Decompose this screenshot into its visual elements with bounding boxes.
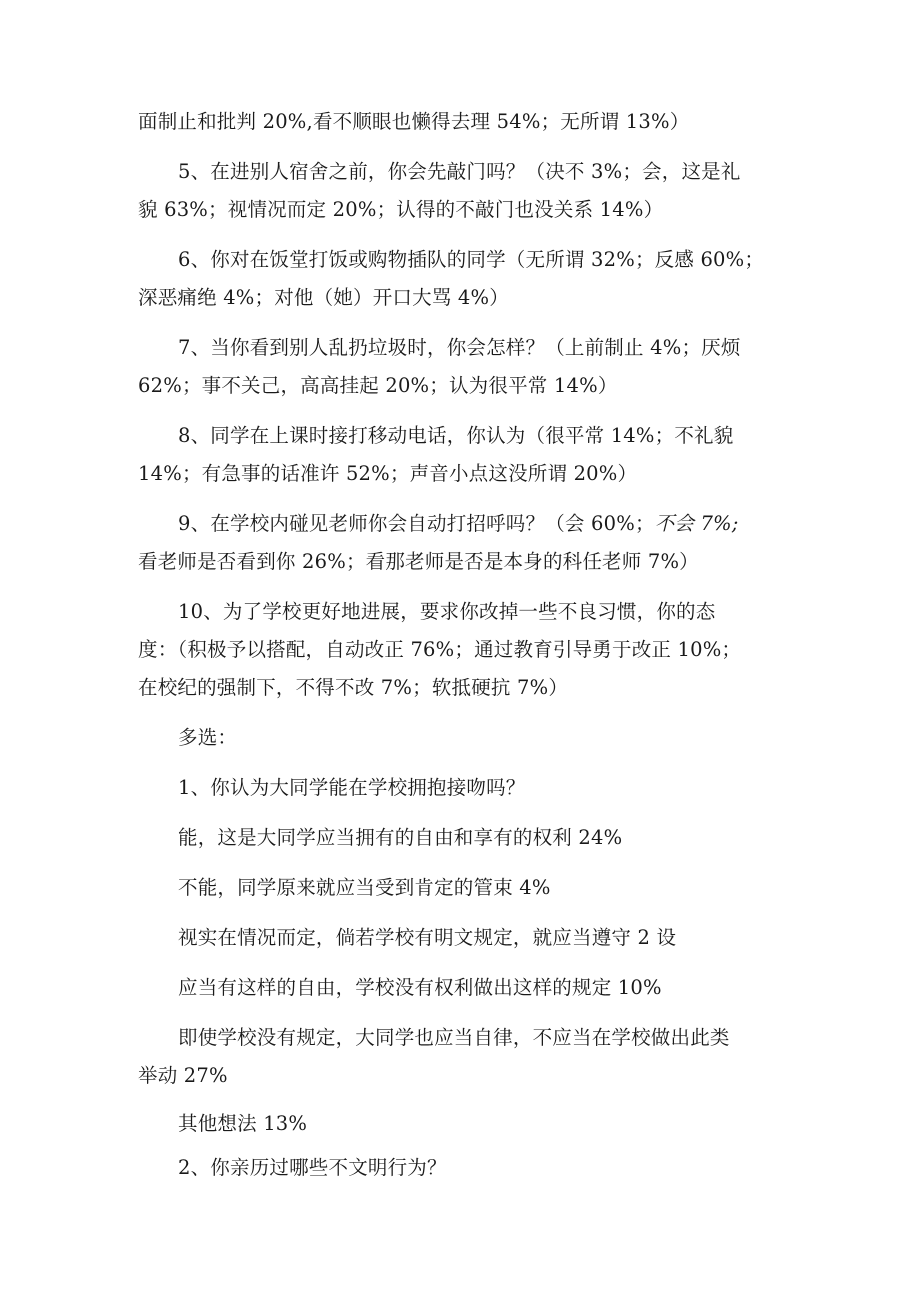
multi-option-5-line-2: 举动 27% — [138, 1064, 228, 1087]
multi-option-2: 不能，同学原来就应当受到肯定的管束 4% — [178, 876, 551, 899]
text-line: 面制止和批判 20%,看不顺眼也懒得去理 54%；无所谓 13%） — [138, 110, 690, 133]
question-10-line-2: 度：（积极予以搭配，自动改正 76%；通过教育引导勇于改正 10%； — [138, 638, 742, 661]
question-9-line-1 — [178, 512, 798, 536]
multi-option-5-line-1: 即使学校没有规定，大同学也应当自律，不应当在学校做出此类 — [178, 1026, 730, 1049]
multi-option-3: 视实在情况而定，倘若学校有明文规定，就应当遵守 2 设 — [178, 926, 677, 949]
question-6-line-2: 深恶痛绝 4%；对他（她）开口大骂 4%） — [138, 286, 509, 309]
multi-option-4: 应当有这样的自由，学校没有权利做出这样的规定 10% — [178, 976, 662, 999]
question-8-line-1: 8、同学在上课时接打移动电话，你认为（很平常 14%；不礼貌 — [178, 424, 734, 447]
question-6-line-1: 6、你对在饭堂打饭或购物插队的同学（无所谓 32%；反感 60%； — [178, 248, 765, 271]
question-9-line-2: 看老师是否看到你 26%；看那老师是否是本身的科任老师 7%） — [138, 550, 699, 573]
question-9-italic-option: 不会 7%; — [654, 512, 739, 535]
question-10-line-3: 在校纪的强制下，不得不改 7%；软抵硬抗 7%） — [138, 676, 569, 699]
question-9-text: 9、在学校内碰见老师你会自动打招呼吗？（会 60%； — [178, 512, 655, 535]
question-5-line-1: 5、在进别人宿舍之前，你会先敲门吗？（决不 3%；会，这是礼 — [178, 160, 741, 183]
question-7-line-1: 7、当你看到别人乱扔垃圾时，你会怎样？（上前制止 4%；厌烦 — [178, 336, 741, 359]
section-heading-multi: 多选： — [178, 726, 238, 749]
multi-option-6: 其他想法 13% — [178, 1112, 308, 1135]
multi-question-1: 1、你认为大同学能在学校拥抱接吻吗？ — [178, 776, 526, 799]
multi-question-2: 2、你亲历过哪些不文明行为？ — [178, 1156, 447, 1179]
question-5-line-2: 貌 63%；视情况而定 20%；认得的不敲门也没关系 14%） — [138, 198, 664, 221]
multi-option-1: 能，这是大同学应当拥有的自由和享有的权利 24% — [178, 826, 623, 849]
question-8-line-2: 14%；有急事的话准许 52%；声音小点这没所谓 20%） — [138, 462, 638, 485]
question-10-line-1: 10、为了学校更好地进展，要求你改掉一些不良习惯，你的态 — [178, 600, 716, 623]
question-7-line-2: 62%；事不关己，高高挂起 20%；认为很平常 14%） — [138, 374, 618, 397]
